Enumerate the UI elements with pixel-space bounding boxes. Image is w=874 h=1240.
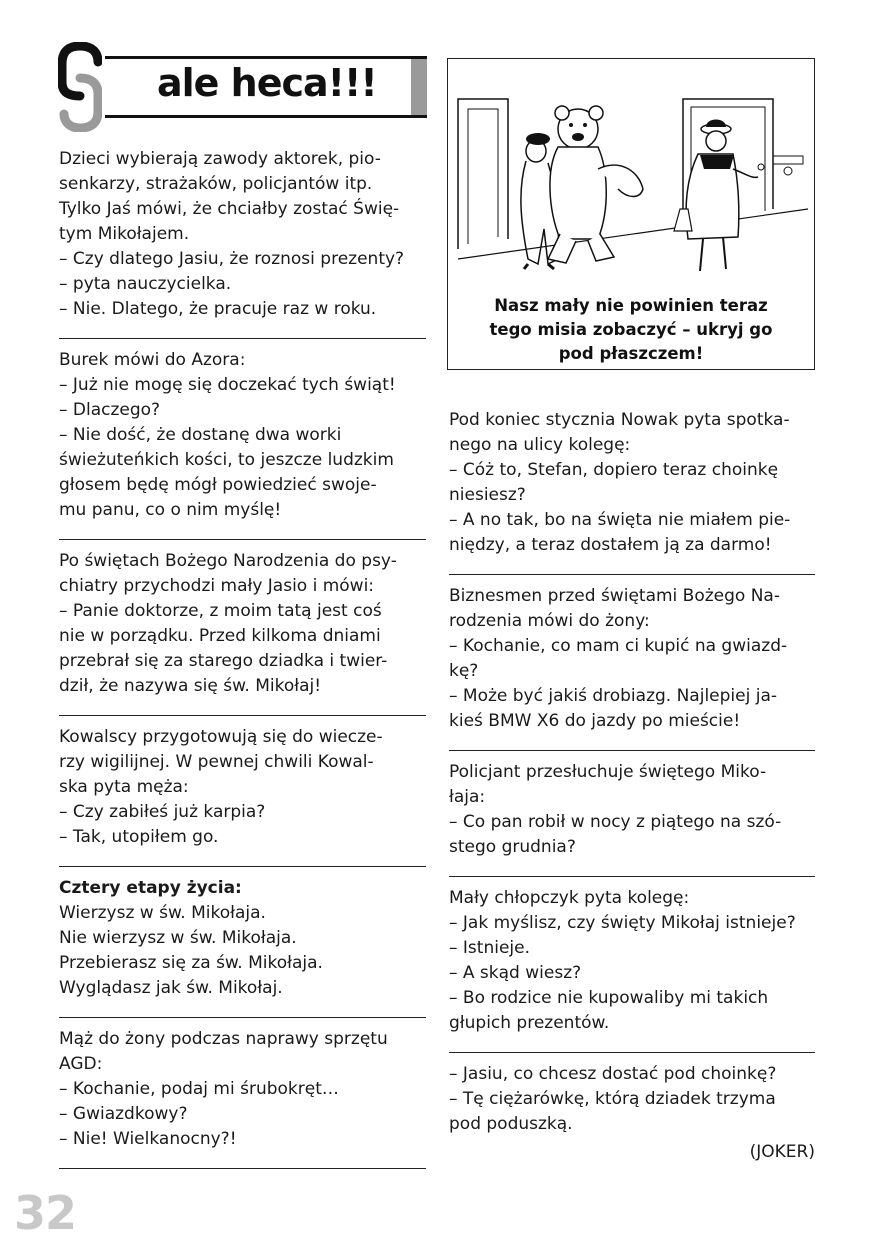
joke-line: – Tę ciężarówkę, którą dziadek trzyma bbox=[449, 1089, 776, 1109]
joke-line: ska pyta męża: bbox=[59, 777, 189, 797]
divider bbox=[59, 1017, 426, 1018]
joke-item bbox=[59, 549, 426, 715]
joke-line: AGD: bbox=[59, 1054, 103, 1074]
source-credit: (JOKER) bbox=[749, 1142, 815, 1162]
caption-line: pod płaszczem! bbox=[558, 344, 704, 363]
joke-line: Burek mówi do Azora: bbox=[59, 350, 246, 370]
joke-item bbox=[449, 886, 815, 1052]
joke-line: Policjant przesłuchuje świętego Miko- bbox=[449, 762, 767, 782]
joke-line: – Czy dlatego Jasiu, że roznosi prezenty? bbox=[59, 249, 405, 269]
joke-line: głupich prezentów. bbox=[449, 1013, 610, 1033]
joke-line: Przebierasz się za św. Mikołaja. bbox=[59, 953, 323, 973]
joke-line: senkarzy, strażaków, policjantów itp. bbox=[59, 174, 373, 194]
joke-line: – Panie doktorze, z moim tatą jest coś bbox=[59, 601, 382, 621]
joke-line: niędzy, a teraz dostałem ją za darmo! bbox=[449, 535, 772, 555]
joke-line: – Istnieje. bbox=[449, 938, 530, 958]
joke-line: Nie wierzysz w św. Mikołaja. bbox=[59, 928, 297, 948]
joke-line: – Dlaczego? bbox=[59, 400, 161, 420]
right-column bbox=[449, 408, 815, 1181]
joke-line: Biznesmen przed świętami Bożego Na- bbox=[449, 586, 780, 606]
joke-line: Tylko Jaś mówi, że chciałby zostać Świę- bbox=[59, 199, 400, 219]
joke-item bbox=[59, 725, 426, 866]
divider bbox=[59, 338, 426, 339]
joke-line: głosem będę mógł powiedzieć swoje- bbox=[59, 475, 377, 495]
joke-item bbox=[449, 760, 815, 876]
joke-item bbox=[449, 408, 815, 574]
divider bbox=[59, 715, 426, 716]
joke-line: rzy wigilijnej. W pewnej chwili Kowal- bbox=[59, 752, 374, 772]
joke-line: – Gwiazdkowy? bbox=[59, 1104, 188, 1124]
page-title: ale heca!!! bbox=[157, 61, 377, 105]
joke-line: nie w porządku. Przed kilkoma dniami bbox=[59, 626, 381, 646]
section-header bbox=[58, 42, 428, 132]
joke-line: mu panu, co o nim myślę! bbox=[59, 500, 282, 520]
joke-item bbox=[59, 348, 426, 539]
joke-line: – Bo rodzice nie kupowaliby mi takich bbox=[449, 988, 769, 1008]
cartoon-illustration bbox=[448, 59, 814, 289]
divider bbox=[59, 539, 426, 540]
divider bbox=[449, 750, 815, 751]
joke-line: nego na ulicy kolegę: bbox=[449, 435, 631, 455]
divider bbox=[59, 1168, 426, 1169]
joke-line: Mały chłopczyk pyta kolegę: bbox=[449, 888, 690, 908]
joke-line: – Tak, utopiłem go. bbox=[59, 827, 219, 847]
header-title-box bbox=[105, 56, 427, 118]
chain-link-icon bbox=[58, 42, 102, 132]
divider bbox=[449, 876, 815, 877]
joke-line: – pyta nauczycielka. bbox=[59, 274, 232, 294]
header-accent-bar bbox=[411, 59, 427, 115]
joke-heading: Cztery etapy życia: bbox=[59, 878, 242, 898]
joke-item bbox=[59, 1027, 426, 1168]
joke-line: – Już nie mogę się doczekać tych świąt! bbox=[59, 375, 396, 395]
joke-line: – Jasiu, co chcesz dostać pod choinkę? bbox=[449, 1064, 777, 1084]
joke-line: świeżuteńkich kości, to jeszcze ludzkim bbox=[59, 450, 394, 470]
joke-line: – Kochanie, co mam ci kupić na gwiazd- bbox=[449, 636, 788, 656]
divider bbox=[449, 1052, 815, 1053]
joke-line: – Nie dość, że dostanę dwa worki bbox=[59, 425, 342, 445]
joke-line: pod poduszką. bbox=[449, 1114, 573, 1134]
joke-item bbox=[59, 147, 426, 338]
joke-line: Kowalscy przygotowują się do wiecze- bbox=[59, 727, 383, 747]
joke-line: niesiesz? bbox=[449, 485, 526, 505]
left-column bbox=[59, 147, 426, 1178]
joke-line: – Nie. Dlatego, że pracuje raz w roku. bbox=[59, 299, 377, 319]
joke-line: tym Mikołajem. bbox=[59, 224, 190, 244]
joke-line: – Jak myślisz, czy święty Mikołaj istnieje? bbox=[449, 913, 796, 933]
joke-line: Mąż do żony podczas naprawy sprzętu bbox=[59, 1029, 388, 1049]
joke-line: Po świętach Bożego Narodzenia do psy- bbox=[59, 551, 397, 571]
caption-line: Nasz mały nie powinien teraz bbox=[494, 296, 768, 315]
joke-line: – Cóż to, Stefan, dopiero teraz choinkę bbox=[449, 460, 779, 480]
joke-line: Pod koniec stycznia Nowak pyta spotka- bbox=[449, 410, 790, 430]
joke-line: stego grudnia? bbox=[449, 837, 576, 857]
divider bbox=[59, 866, 426, 867]
joke-line: – Kochanie, podaj mi śrubokręt… bbox=[59, 1079, 339, 1099]
joke-line: łaja: bbox=[449, 787, 486, 807]
joke-line: – A skąd wiesz? bbox=[449, 963, 582, 983]
joke-line: – Co pan robił w nocy z piątego na szó- bbox=[449, 812, 782, 832]
divider bbox=[449, 574, 815, 575]
joke-line: kieś BMW X6 do jazdy po mieście! bbox=[449, 711, 741, 731]
joke-item bbox=[59, 876, 426, 1017]
joke-line: kę? bbox=[449, 661, 479, 681]
joke-line: – Może być jakiś drobiazg. Najlepiej ja- bbox=[449, 686, 778, 706]
joke-line: dził, że nazywa się św. Mikołaj! bbox=[59, 676, 322, 696]
joke-line: Dzieci wybierają zawody aktorek, pio- bbox=[59, 149, 381, 169]
page-number: 32 bbox=[14, 1186, 77, 1240]
joke-line: Wyglądasz jak św. Mikołaj. bbox=[59, 978, 283, 998]
cartoon-box bbox=[447, 58, 815, 370]
joke-item bbox=[449, 584, 815, 750]
joke-line: – Nie! Wielkanocny?! bbox=[59, 1129, 237, 1149]
joke-line: – A no tak, bo na święta nie miałem pie- bbox=[449, 510, 791, 530]
joke-line: przebrał się za starego dziadka i twier- bbox=[59, 651, 388, 671]
cartoon-caption bbox=[448, 294, 814, 366]
joke-item bbox=[449, 1062, 815, 1181]
caption-line: tego misia zobaczyć – ukryj go bbox=[489, 320, 773, 339]
joke-line: Wierzysz w św. Mikołaja. bbox=[59, 903, 266, 923]
joke-line: chiatry przychodzi mały Jasio i mówi: bbox=[59, 576, 375, 596]
joke-line: – Czy zabiłeś już karpia? bbox=[59, 802, 266, 822]
joke-line: rodzenia mówi do żony: bbox=[449, 611, 650, 631]
